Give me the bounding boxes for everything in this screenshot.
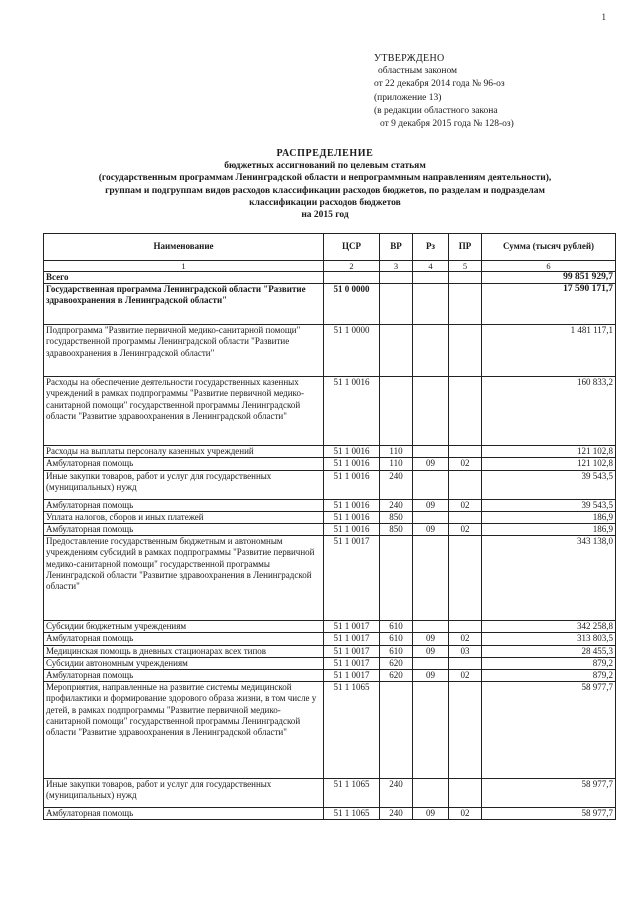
header-sum: Сумма (тысяч рублей)	[482, 234, 616, 261]
approval-heading: УТВЕРЖДЕНО	[374, 53, 445, 64]
cell-pr: 02	[449, 499, 482, 511]
cell-csr: 51 1 1065	[324, 682, 380, 779]
cell-name: Медицинская помощь в дневных стационарах всех типов	[44, 645, 324, 657]
header-rz: Рз	[413, 234, 449, 261]
cell-rz: 09	[413, 458, 449, 470]
cell-rz	[413, 272, 449, 284]
cell-sum: 160 833,2	[482, 377, 616, 446]
cell-name: Расходы на обеспечение деятельности государственных казенных учреждений в рамках подпрограммы "Развитие первичной медико-санитарной помощи" государственной программы Ленинградской области "Развитие здравоохранения в Ленинградской области"	[44, 377, 324, 446]
table-row	[44, 470, 616, 499]
cell-pr	[449, 470, 482, 499]
col-number: 5	[449, 261, 482, 272]
table-row	[44, 621, 616, 633]
cell-name: Иные закупки товаров, работ и услуг для государственных (муниципальных) нужд	[44, 470, 324, 499]
table-body	[44, 272, 616, 820]
cell-sum: 58 977,7	[482, 682, 616, 779]
cell-vr: 620	[380, 670, 413, 682]
cell-name: Субсидии автономным учреждениям	[44, 657, 324, 669]
approval-line-2: от 22 декабря 2014 года № 96-оз	[374, 79, 505, 90]
cell-vr: 610	[380, 633, 413, 645]
table-row	[44, 779, 616, 808]
cell-pr	[449, 511, 482, 523]
table-row	[44, 458, 616, 470]
cell-name: Уплата налогов, сборов и иных платежей	[44, 511, 324, 523]
cell-pr	[449, 284, 482, 325]
cell-pr	[449, 377, 482, 446]
cell-csr: 51 1 0017	[324, 536, 380, 621]
cell-name: Амбулаторная помощь	[44, 458, 324, 470]
cell-sum: 313 803,5	[482, 633, 616, 645]
cell-rz	[413, 284, 449, 325]
cell-vr: 240	[380, 808, 413, 820]
cell-csr: 51 1 0016	[324, 524, 380, 536]
cell-pr	[449, 446, 482, 458]
header-csr: ЦСР	[324, 234, 380, 261]
cell-pr	[449, 272, 482, 284]
cell-csr: 51 1 0017	[324, 621, 380, 633]
table-row	[44, 499, 616, 511]
cell-rz: 09	[413, 633, 449, 645]
cell-csr	[324, 272, 380, 284]
table-row	[44, 377, 616, 446]
cell-rz: 09	[413, 808, 449, 820]
cell-name: Расходы на выплаты персоналу казенных учреждений	[44, 446, 324, 458]
title-line-1: бюджетных ассигнований по целевым статьям	[224, 161, 426, 172]
cell-vr: 620	[380, 657, 413, 669]
cell-rz	[413, 470, 449, 499]
cell-pr	[449, 621, 482, 633]
cell-pr	[449, 536, 482, 621]
col-number: 1	[44, 261, 324, 272]
column-number-row	[44, 261, 616, 272]
cell-vr: 610	[380, 645, 413, 657]
approval-line-1: областным законом	[378, 66, 458, 77]
cell-pr	[449, 657, 482, 669]
document-title	[40, 148, 610, 221]
cell-csr: 51 1 0017	[324, 633, 380, 645]
cell-csr: 51 1 0016	[324, 458, 380, 470]
cell-vr: 850	[380, 524, 413, 536]
cell-rz	[413, 779, 449, 808]
cell-name: Амбулаторная помощь	[44, 499, 324, 511]
cell-name: Подпрограмма "Развитие первичной медико-санитарной помощи" государственной программы Ленинградской области "Развитие здравоохранения в Ленинградской области"	[44, 325, 324, 377]
cell-rz	[413, 657, 449, 669]
header-name: Наименование	[44, 234, 324, 261]
approval-line-5: от 9 декабря 2015 года № 128-оз)	[380, 119, 514, 130]
cell-sum: 879,2	[482, 657, 616, 669]
cell-name: Мероприятия, направленные на развитие системы медицинской профилактики и формирование здорового образа жизни, в том числе у детей, в рамках подпрограммы "Развитие первичной медико-санитарной помощи" государственной программы Ленинградской области "Развитие здравоохранения в Ленинградской области"	[44, 682, 324, 779]
budget-table	[43, 233, 616, 820]
cell-sum: 121 102,8	[482, 446, 616, 458]
cell-csr: 51 0 0000	[324, 284, 380, 325]
cell-sum: 99 851 929,7	[482, 272, 616, 284]
cell-sum: 17 590 171,7	[482, 284, 616, 325]
cell-sum: 343 138,0	[482, 536, 616, 621]
cell-pr: 02	[449, 458, 482, 470]
cell-pr	[449, 325, 482, 377]
table-row	[44, 645, 616, 657]
cell-name: Амбулаторная помощь	[44, 524, 324, 536]
header-pr: ПР	[449, 234, 482, 261]
cell-rz	[413, 377, 449, 446]
approval-line-3: (приложение 13)	[374, 92, 442, 103]
cell-vr	[380, 284, 413, 325]
approval-line-4: (в редакции областного закона	[374, 105, 498, 116]
cell-csr: 51 1 0016	[324, 511, 380, 523]
cell-name: Государственная программа Ленинградской области "Развитие здравоохранения в Ленинградской области"	[44, 284, 324, 325]
table-row	[44, 808, 616, 820]
cell-sum: 1 481 117,1	[482, 325, 616, 377]
cell-csr: 51 1 0017	[324, 657, 380, 669]
header-vr: ВР	[380, 234, 413, 261]
cell-sum: 58 977,7	[482, 808, 616, 820]
col-number: 6	[482, 261, 616, 272]
cell-name: Амбулаторная помощь	[44, 633, 324, 645]
cell-csr: 51 1 0000	[324, 325, 380, 377]
cell-name: Амбулаторная помощь	[44, 808, 324, 820]
table-row	[44, 633, 616, 645]
cell-rz: 09	[413, 524, 449, 536]
cell-csr: 51 1 0016	[324, 470, 380, 499]
col-number: 2	[324, 261, 380, 272]
cell-name: Всего	[44, 272, 324, 284]
title-line-4: классификации расходов бюджетов	[249, 197, 401, 208]
cell-vr: 110	[380, 458, 413, 470]
cell-vr	[380, 325, 413, 377]
cell-vr: 610	[380, 621, 413, 633]
cell-pr: 02	[449, 524, 482, 536]
cell-rz: 09	[413, 670, 449, 682]
approval-stamp	[374, 52, 604, 131]
page-number: 1	[601, 12, 606, 22]
cell-pr: 02	[449, 670, 482, 682]
cell-rz	[413, 325, 449, 377]
cell-name: Иные закупки товаров, работ и услуг для государственных (муниципальных) нужд	[44, 779, 324, 808]
cell-sum: 186,9	[482, 524, 616, 536]
cell-name: Субсидии бюджетным учреждениям	[44, 621, 324, 633]
cell-pr: 02	[449, 808, 482, 820]
cell-csr: 51 1 0017	[324, 645, 380, 657]
cell-sum: 28 455,3	[482, 645, 616, 657]
table-header-row	[44, 234, 616, 261]
title-line-3: группам и подгруппам видов расходов классификации расходов бюджетов, по разделам и подразделам	[105, 185, 545, 196]
table-row	[44, 670, 616, 682]
cell-vr: 240	[380, 779, 413, 808]
cell-rz: 09	[413, 645, 449, 657]
title-main: РАСПРЕДЕЛЕНИЕ	[276, 148, 374, 159]
cell-vr: 240	[380, 499, 413, 511]
cell-pr	[449, 779, 482, 808]
cell-pr: 03	[449, 645, 482, 657]
cell-name: Предоставление государственным бюджетным и автономным учреждениям субсидий в рамках подпрограммы "Развитие первичной медико-санитарной помощи" государственной программы Ленинградской области "Развитие здравоохранения в Ленинградской области"	[44, 536, 324, 621]
cell-csr: 51 1 0016	[324, 499, 380, 511]
cell-vr	[380, 272, 413, 284]
cell-csr: 51 1 0017	[324, 670, 380, 682]
col-number: 3	[380, 261, 413, 272]
cell-rz	[413, 511, 449, 523]
cell-vr	[380, 536, 413, 621]
table-row	[44, 682, 616, 779]
cell-csr: 51 1 1065	[324, 808, 380, 820]
title-line-5: на 2015 год	[301, 210, 349, 221]
cell-csr: 51 1 1065	[324, 779, 380, 808]
table-row	[44, 524, 616, 536]
cell-sum: 879,2	[482, 670, 616, 682]
cell-vr: 110	[380, 446, 413, 458]
cell-csr: 51 1 0016	[324, 377, 380, 446]
cell-name: Амбулаторная помощь	[44, 670, 324, 682]
col-number: 4	[413, 261, 449, 272]
cell-csr: 51 1 0016	[324, 446, 380, 458]
cell-sum: 342 258,8	[482, 621, 616, 633]
cell-pr: 02	[449, 633, 482, 645]
cell-vr: 240	[380, 470, 413, 499]
cell-rz	[413, 536, 449, 621]
title-line-2: (государственным программам Ленинградской области и непрограммным направлениям деятельности),	[98, 173, 552, 184]
table-row	[44, 272, 616, 284]
cell-rz	[413, 682, 449, 779]
table-row	[44, 536, 616, 621]
table-row	[44, 284, 616, 325]
cell-sum: 58 977,7	[482, 779, 616, 808]
cell-rz	[413, 621, 449, 633]
cell-sum: 39 543,5	[482, 499, 616, 511]
table-row	[44, 511, 616, 523]
table-row	[44, 325, 616, 377]
cell-vr: 850	[380, 511, 413, 523]
cell-pr	[449, 682, 482, 779]
cell-rz: 09	[413, 499, 449, 511]
cell-vr	[380, 377, 413, 446]
cell-sum: 186,9	[482, 511, 616, 523]
cell-rz	[413, 446, 449, 458]
cell-sum: 39 543,5	[482, 470, 616, 499]
cell-vr	[380, 682, 413, 779]
table-row	[44, 446, 616, 458]
table-row	[44, 657, 616, 669]
cell-sum: 121 102,8	[482, 458, 616, 470]
